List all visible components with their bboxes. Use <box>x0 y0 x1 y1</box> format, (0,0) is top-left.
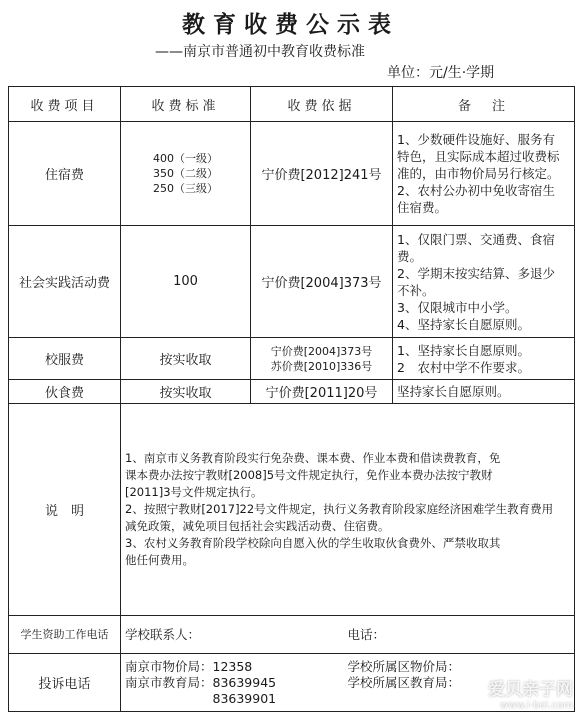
explanation-line: 他任何费用。 <box>125 553 194 567</box>
row-notes <box>393 338 575 380</box>
note-line: 准的，由市物价局另行核定。 <box>397 166 560 181</box>
header-item: 收费项目 <box>9 87 121 122</box>
watermark <box>488 675 573 711</box>
row-standard <box>121 338 251 380</box>
explanation-line: 3、农村义务教育阶段学校除向自愿入伙的学生收取伙食费外、严禁收取其 <box>125 536 501 550</box>
table-row <box>9 122 575 226</box>
page-title: 教育收费公示表 <box>182 12 399 38</box>
basis-line: 宁价费[2004]373号 <box>261 276 382 291</box>
explanation-line: 课本费办法按宁教财[2008]5号文件规定执行，免作业本费办法按宁教财 <box>125 468 493 482</box>
note-line: 住宿费。 <box>397 200 448 215</box>
row-item: 伙食费 <box>9 380 121 404</box>
complaint-line: 南京市教育局：83639945 <box>125 674 277 690</box>
row-item: 校服费 <box>9 338 121 380</box>
basis-line: 宁价费[2012]241号 <box>261 168 382 183</box>
basis-line: 宁价费[2004]373号 <box>270 344 373 358</box>
standard-line: 250（三级） <box>153 182 218 195</box>
note-line: 费。 <box>397 248 423 264</box>
aid-label: 学生资助工作电话 <box>9 616 121 654</box>
complaint-line: 学校所属区物价局： <box>347 658 461 674</box>
row-notes <box>393 380 575 404</box>
note-line: 1、少数硬件设施好、服务有 <box>397 132 555 147</box>
basis-line: 苏价费[2010]336号 <box>270 359 373 373</box>
complaint-line: 学校所属区教育局： <box>347 674 461 690</box>
standard-line: 按实收取 <box>159 353 212 368</box>
note-line: 1、仅限门票、交通费、食宿 <box>397 231 555 247</box>
complaint-line: 83639901 <box>125 690 277 706</box>
watermark-name: 爱贝亲子网 <box>488 680 573 700</box>
row-basis <box>251 338 393 380</box>
standard-line: 400（一级） <box>153 152 218 165</box>
row-item: 社会实践活动费 <box>9 226 121 338</box>
table-header-row <box>9 87 575 122</box>
header-basis: 收费依据 <box>251 87 393 122</box>
note-line: 不补。 <box>397 282 435 298</box>
note-line: 3、仅限城市中小学。 <box>397 299 518 315</box>
unit-label: 单位：元/生·学期 <box>387 65 495 81</box>
row-standard <box>121 226 251 338</box>
note-line: 4、坚持家长自愿原则。 <box>397 316 530 332</box>
aid-phone-row <box>9 616 575 654</box>
row-basis <box>251 122 393 226</box>
note-line: 1、坚持家长自愿原则。 <box>397 342 530 358</box>
row-notes <box>393 226 575 338</box>
aid-phone-label: 电话： <box>347 626 386 642</box>
header-standard: 收费标准 <box>121 87 251 122</box>
header-notes: 备 注 <box>393 87 575 122</box>
row-item: 住宿费 <box>9 122 121 226</box>
page-subtitle: ——南京市普通初中教育收费标准 <box>155 44 365 60</box>
basis-line: 宁价费[2011]20号 <box>265 386 378 401</box>
row-standard <box>121 122 251 226</box>
explanation-line: [2011]3号文件规定执行。 <box>125 485 263 499</box>
row-notes <box>393 122 575 226</box>
standard-line: 100 <box>173 274 198 289</box>
note-line: 特色，且实际成本超过收费标 <box>397 149 560 164</box>
complaint-left <box>125 659 348 707</box>
explanation-line: 2、按照宁教财[2017]22号文件规定，执行义务教育阶段家庭经济困难学生教育费用 <box>125 502 554 516</box>
note-line: 2、农村公办初中免收寄宿生 <box>397 183 555 198</box>
note-line: 坚持家长自愿原则。 <box>397 384 510 399</box>
explanation-line: 1、南京市义务教育阶段实行免杂费、课本费、作业本费和借读费教育，免 <box>125 451 501 465</box>
row-basis <box>251 226 393 338</box>
row-basis <box>251 380 393 404</box>
table-row <box>9 380 575 404</box>
fee-table <box>8 86 575 712</box>
table-row <box>9 226 575 338</box>
explanation-label: 说 明 <box>9 404 121 616</box>
note-line: 2、学期末按实结算、多退少 <box>397 265 555 281</box>
explanation-row <box>9 404 575 616</box>
table-row <box>9 338 575 380</box>
explanation-text <box>121 404 575 616</box>
row-standard <box>121 380 251 404</box>
complaint-line: 南京市物价局：12358 <box>125 658 253 674</box>
complaint-label: 投诉电话 <box>9 654 121 712</box>
standard-line: 350（二级） <box>153 167 218 180</box>
watermark-url: www.i-bei.com <box>500 700 573 711</box>
aid-contact <box>121 616 575 654</box>
standard-line: 按实收取 <box>159 386 212 401</box>
aid-contact-label: 学校联系人： <box>125 626 201 642</box>
note-line: 2 农村中学不作要求。 <box>397 359 530 375</box>
explanation-line: 减免政策，减免项目包括社会实践活动费、住宿费。 <box>125 519 390 533</box>
